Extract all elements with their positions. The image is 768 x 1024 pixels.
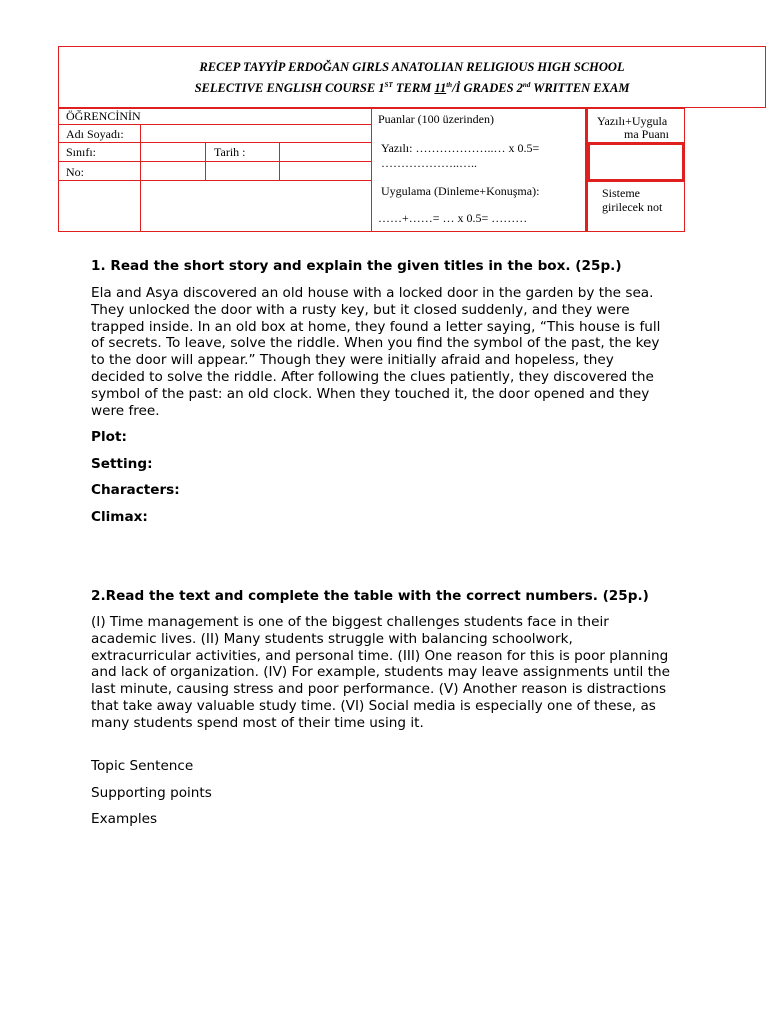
question-1-title: 1. Read the short story and explain the given titles in the box. (25p.) [91,258,622,274]
system-grade-label-1: Sisteme [602,186,640,200]
characters-label: Characters: [91,482,180,498]
date-label: Tarih : [214,145,246,159]
topic-sentence-label: Topic Sentence [91,758,194,774]
plot-label: Plot: [91,429,127,445]
class-label: Sınıfı: [66,145,97,159]
question-2-title: 2.Read the text and complete the table with the correct numbers. (25p.) [91,588,649,604]
student-heading: ÖĞRENCİNİN [66,109,141,123]
score-entry-box[interactable] [587,142,685,182]
written-score-result: ………………..….. [381,156,477,170]
school-name: RECEP TAYYİP ERDOĞAN GIRLS ANATOLIAN RELIGIOUS HIGH SCHOOL [199,60,625,74]
exam-header [58,46,766,108]
question-1-story: Ela and Asya discovered an old house with a locked door in the garden by the sea. They unlocked the door with a rusty key, but it closed suddenly, and they were trapped inside. In an old box at home, they found a letter saying, “This house is full of secrets. To leave, solve the riddle. When you find the symbol of the past, the key to the door will appear.” Though they were initially afraid and hopeless, they decided to solve the riddle. After following the clues patiently, they discovered the symbol of the past: an old clock. When they touched it, the door opened and they were free. [91,285,661,419]
practice-score-formula: ……+……= … x 0.5= ……… [378,211,528,225]
exam-title: SELECTIVE ENGLISH COURSE 1ST TERM 11th/İ GRADES 2nd WRITTEN EXAM [194,81,630,96]
practice-score-label: Uygulama (Dinleme+Konuşma): [381,184,540,198]
system-grade-label-2: girilecek not [602,200,663,214]
number-label: No: [66,165,84,179]
examples-label: Examples [91,811,158,827]
climax-label: Climax: [91,509,148,525]
question-2-text: (I) Time management is one of the biggest challenges students face in their academic lives. (II) Many students struggle with balancing schoolwork, extracurricular activities, and personal time. (III) One reason for this is poor planning and lack of organization. (IV) For example, students may leave assignments until the last minute, causing stress and poor performance. (V) Another reason is distractions that take away valuable study time. (VI) Social media is especially one of these, as many students spend most of their time using it. [91,614,670,731]
setting-label: Setting: [91,456,153,472]
supporting-points-label: Supporting points [91,785,212,801]
total-score-label-1: Yazılı+Uygula [597,114,668,128]
name-label: Adı Soyadı: [66,127,124,141]
written-score-line: Yazılı: ………………..… x 0.5= [381,141,540,155]
total-score-label-2: ma Puanı [624,127,669,141]
points-heading: Puanlar (100 üzerinden) [378,112,494,126]
